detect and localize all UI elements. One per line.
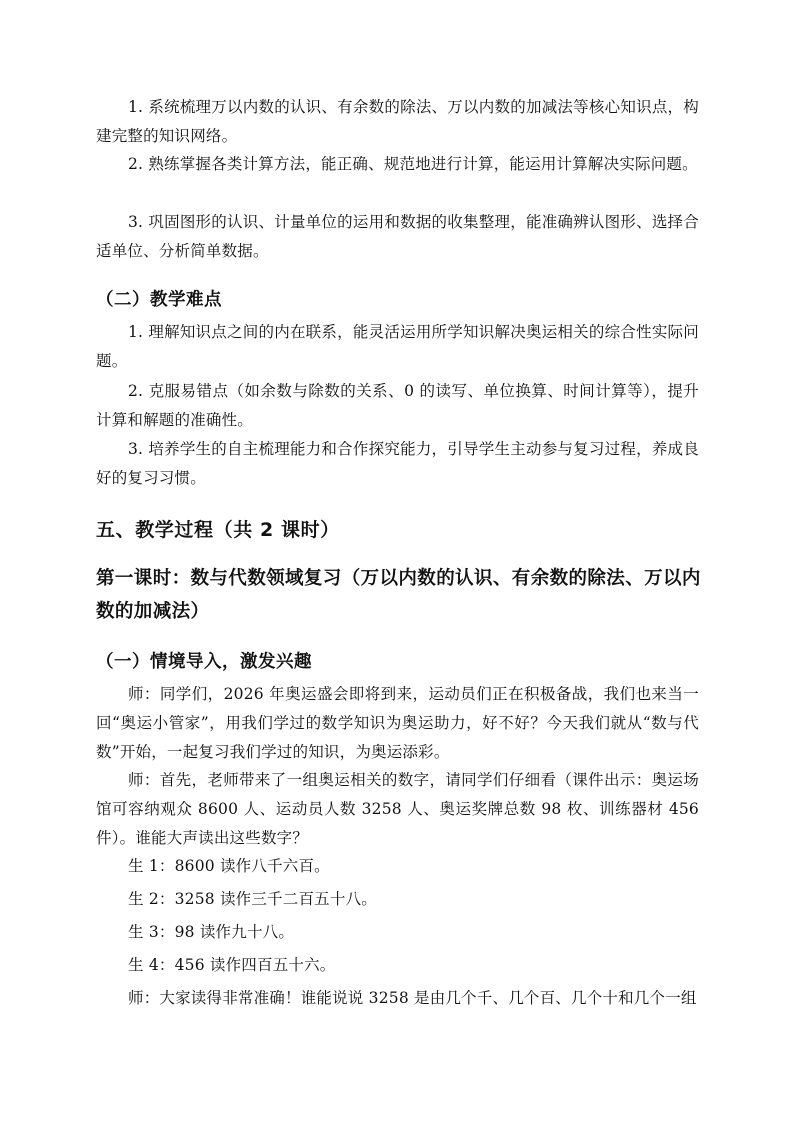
dialogue-line-6: 生 4：456 读作四百五十六。: [128, 956, 336, 974]
dialogue-line-3: 生 1：8600 读作八千六百。: [128, 857, 330, 875]
dialogue-paragraph-1: 师：同学们，2026 年奥运盛会即将到来，运动员们正在积极备战，我们也来当一回“奥运小管家”，用我们学过的数学知识为奥运助力，好不好？今天我们就从“数与代数”开始，一起复习我们学过的知识，为奥运添彩。: [96, 685, 699, 761]
dialogue-paragraph-2: 师：首先，老师带来了一组奥运相关的数字，请同学们仔细看（课件出示：奥运场馆可容纳观众 8600 人、运动员人数 3258 人、奥运奖牌总数 98 枚、训练器材 456 件）。谁能大声读出这些数字？: [96, 771, 699, 847]
lesson1-heading: 第一课时：数与代数领域复习（万以内数的认识、有余数的除法、万以内数的加减法）: [96, 568, 701, 622]
dialogue-line-4: 生 2：3258 读作三千二百五十八。: [128, 890, 377, 908]
intro-heading: （一）情境导入，激发兴趣: [96, 652, 312, 672]
difficulty-paragraph-2: 2. 克服易错点（如余数与除数的关系、0 的读写、单位换算、时间计算等），提升计算和解题的准确性。: [96, 382, 699, 429]
difficulty-paragraph-3: 3. 培养学生的自主梳理能力和合作探究能力，引导学生主动参与复习过程，养成良好的复习习惯。: [96, 440, 699, 487]
dialogue-line-5: 生 3：98 读作九十八。: [128, 923, 295, 941]
difficulty-paragraph-1: 1. 理解知识点之间的内在联系，能灵活运用所学知识解决奥运相关的综合性实际问题。: [96, 323, 699, 370]
process-heading: 五、教学过程（共 2 课时）: [96, 519, 340, 541]
goal-paragraph-1: 1. 系统梳理万以内数的认识、有余数的除法、万以内数的加减法等核心知识点，构建完整的知识网络。: [96, 98, 699, 145]
goal-paragraph-2: 2. 熟练掌握各类计算方法，能正确、规范地进行计算，能运用计算解决实际问题。: [128, 155, 698, 173]
goal-paragraph-3: 3. 巩固图形的认识、计量单位的运用和数据的收集整理，能准确辨认图形、选择合适单位、分析简单数据。: [96, 213, 699, 260]
dialogue-paragraph-7: 师：大家读得非常准确！谁能说说 3258 是由几个千、几个百、几个十和几个一组: [128, 989, 697, 1007]
difficulty-heading: （二）教学难点: [96, 290, 222, 310]
